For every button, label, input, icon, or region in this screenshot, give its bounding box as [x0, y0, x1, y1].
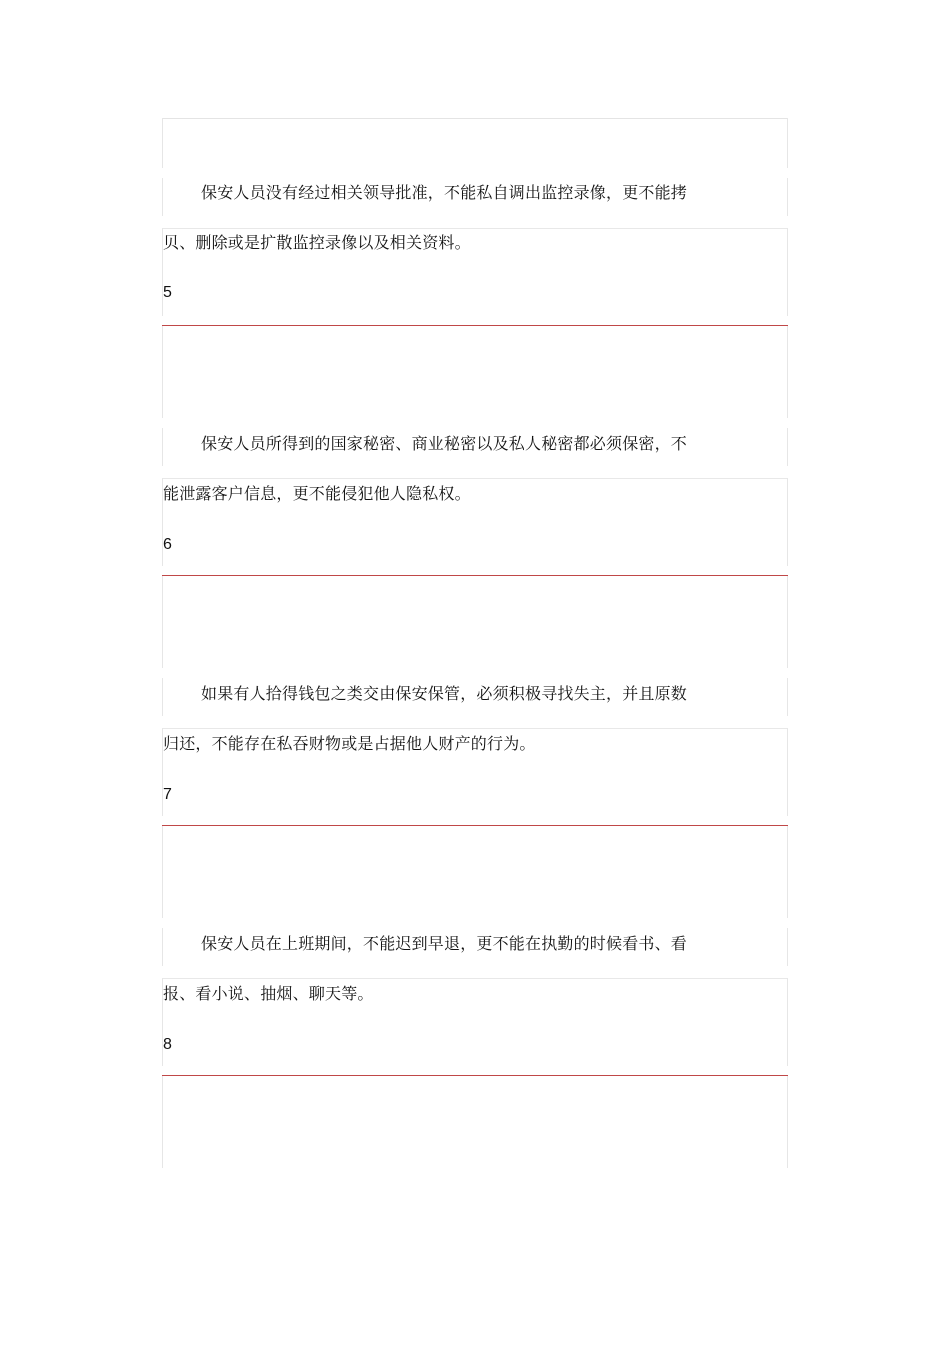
row-divider	[162, 978, 788, 979]
frame-right-border	[787, 826, 788, 918]
section-separator-red	[162, 325, 788, 326]
frame-right-border	[787, 428, 788, 466]
frame-right-border	[787, 928, 788, 966]
section-separator-red	[162, 825, 788, 826]
paragraph-line-1: 如果有人拾得钱包之类交由保安保管，必须积极寻找失主，并且原数	[201, 684, 688, 703]
frame-left-border	[162, 678, 163, 716]
frame-right-border	[787, 728, 788, 816]
row-divider	[162, 728, 788, 729]
frame-left-border	[162, 826, 163, 918]
paragraph-line-2: 报、看小说、抽烟、聊天等。	[163, 984, 374, 1003]
section-number: 8	[163, 1036, 172, 1053]
frame-top-border	[162, 118, 788, 119]
frame-left-border	[162, 928, 163, 966]
frame-right-border	[787, 1076, 788, 1168]
section-number: 5	[163, 284, 172, 301]
frame-right-border	[787, 576, 788, 668]
frame-right-border	[787, 118, 788, 168]
frame-left-border	[162, 178, 163, 216]
section-number: 7	[163, 786, 172, 803]
paragraph-line-1: 保安人员所得到的国家秘密、商业秘密以及私人秘密都必须保密，不	[201, 434, 688, 453]
frame-right-border	[787, 978, 788, 1066]
row-divider	[162, 478, 788, 479]
frame-right-border	[787, 326, 788, 418]
frame-left-border	[162, 428, 163, 466]
paragraph-line-1: 保安人员没有经过相关领导批准，不能私自调出监控录像，更不能拷	[201, 183, 688, 202]
frame-left-border	[162, 1076, 163, 1168]
row-divider	[162, 228, 788, 229]
section-separator-red	[162, 1075, 788, 1076]
frame-right-border	[787, 478, 788, 566]
section-separator-red	[162, 575, 788, 576]
frame-right-border	[787, 228, 788, 316]
frame-right-border	[787, 678, 788, 716]
section-number: 6	[163, 536, 172, 553]
paragraph-line-1: 保安人员在上班期间，不能迟到早退，更不能在执勤的时候看书、看	[201, 934, 688, 953]
frame-left-border	[162, 118, 163, 168]
frame-right-border	[787, 178, 788, 216]
paragraph-line-2: 贝、删除或是扩散监控录像以及相关资料。	[163, 233, 471, 252]
frame-left-border	[162, 576, 163, 668]
paragraph-line-2: 能泄露客户信息，更不能侵犯他人隐私权。	[163, 484, 471, 503]
paragraph-line-2: 归还，不能存在私吞财物或是占据他人财产的行为。	[163, 734, 536, 753]
frame-left-border	[162, 326, 163, 418]
